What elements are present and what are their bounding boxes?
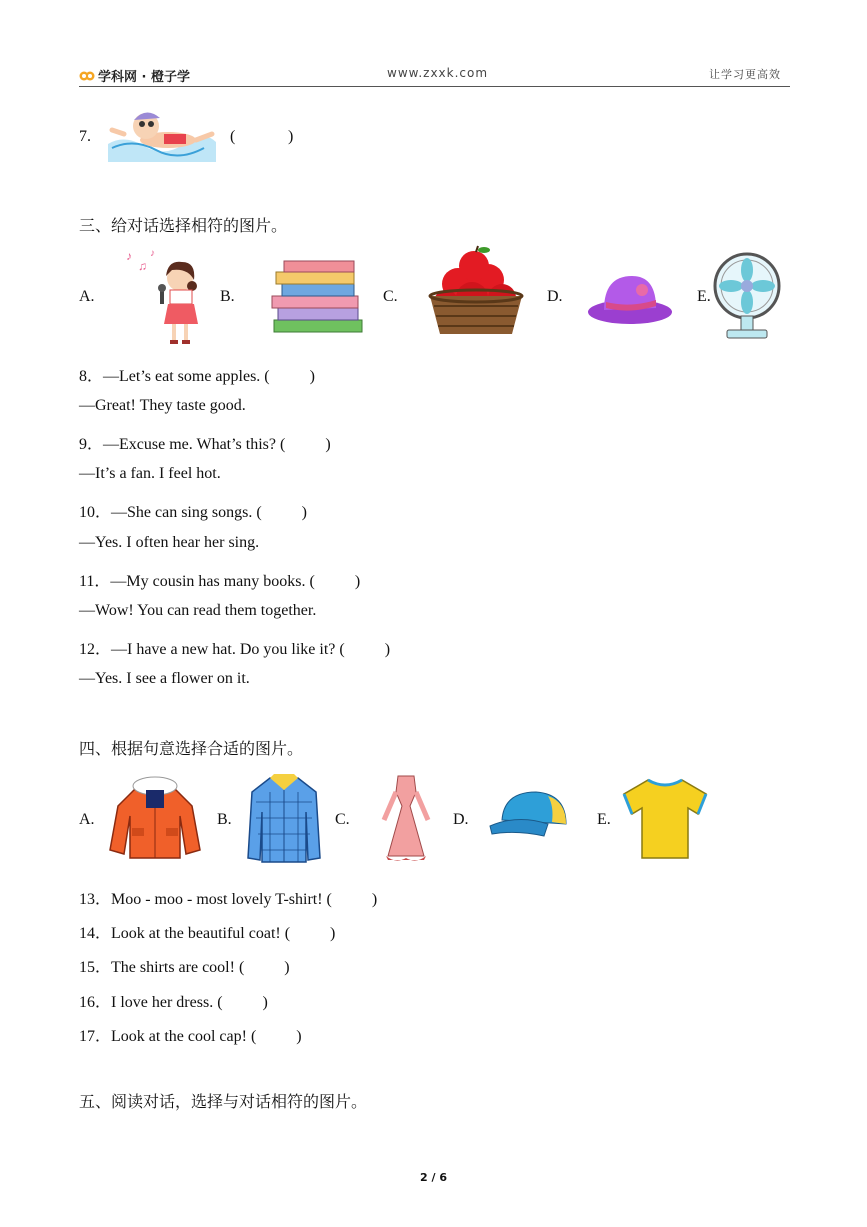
electric-fan-image [713,252,781,342]
brand-logo [79,66,190,85]
q9-answer: —It’s a fan. I feel hot. [79,465,221,482]
q16-line: 16．I love her dress. ( ) [79,994,268,1011]
option-label: C. [383,288,398,305]
q12-answer: —Yes. I see a flower on it. [79,670,250,687]
swimming-girl-image [104,104,220,166]
option-label: D. [547,288,563,305]
singing-girl-image [122,246,202,346]
header-url: www.zxxk.com [387,66,489,80]
q12-line: 12．—I have a new hat. Do you like it? ( ) [79,641,391,658]
blue-cap-image [488,788,570,844]
q11-line: 11．—My cousin has many books. ( ) [79,573,361,590]
q10-answer: —Yes. I often hear her sing. [79,534,260,551]
section5-title: 五、阅读对话，选择与对话相符的图片。 [79,1092,368,1111]
svg-text:♪: ♪ [150,248,155,259]
q11-answer: —Wow! You can read them together. [79,602,317,619]
orange-coat-image [108,776,202,860]
apple-basket-image [426,244,526,340]
option-label: B. [220,288,235,305]
page-number: 2 / 6 [420,1171,447,1184]
section3-title: 三、给对话选择相符的图片。 [79,216,288,235]
q13-line: 13．Moo - moo - most lovely T-shirt! ( ) [79,891,378,908]
books-stack-image [268,258,364,336]
svg-text:♪: ♪ [126,249,132,263]
q17-line: 17．Look at the cool cap! ( ) [79,1028,302,1045]
brand-name: 学科网 · 橙子学 [98,70,190,85]
option-label: C. [335,811,350,828]
yellow-tshirt-image [622,776,708,860]
option-label: B. [217,811,232,828]
blue-shirt-image [246,772,322,864]
q15-line: 15．The shirts are cool! ( ) [79,959,290,976]
svg-text:♫: ♫ [138,259,147,273]
option-label: D. [453,811,469,828]
q7-paren-open: ( [230,128,236,145]
q8-line: 8．—Let’s eat some apples. ( ) [79,368,315,385]
option-label: A. [79,811,95,828]
q14-line: 14．Look at the beautiful coat! ( ) [79,925,336,942]
q7-number: 7. [79,128,91,145]
q9-line: 9．—Excuse me. What’s this? ( ) [79,436,331,453]
section4-title: 四、根据句意选择合适的图片。 [79,739,304,758]
logo-icon [79,70,95,82]
option-label: A. [79,288,95,305]
purple-hat-image [586,268,676,328]
option-label: E. [697,288,711,305]
header-divider [79,86,790,87]
q10-line: 10．—She can sing songs. ( ) [79,504,307,521]
q8-answer: —Great! They taste good. [79,397,246,414]
header-slogan: 让学习更高效 [709,68,781,81]
option-label: E. [597,811,611,828]
q7-paren-close: ) [288,128,294,145]
pink-dress-image [376,772,436,864]
